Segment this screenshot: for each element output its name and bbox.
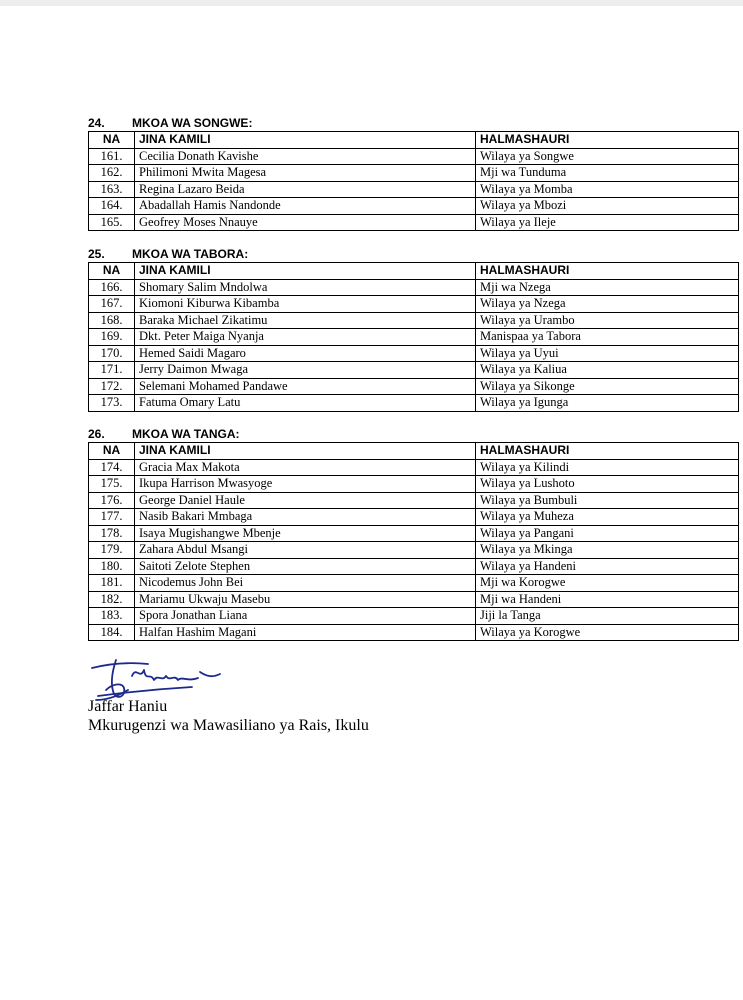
row-council: Wilaya ya Kilindi	[476, 459, 739, 476]
row-council: Wilaya ya Mkinga	[476, 542, 739, 559]
table-row	[89, 312, 739, 329]
row-full-name: Isaya Mugishangwe Mbenje	[135, 525, 476, 542]
table-row	[89, 542, 739, 559]
row-full-name: Ikupa Harrison Mwasyoge	[135, 476, 476, 493]
header-council: HALMASHAURI	[476, 132, 739, 149]
signatory-name: Jaffar Haniu	[88, 698, 168, 715]
table-row	[89, 608, 739, 625]
row-number: 161.	[89, 148, 135, 165]
row-full-name: Mariamu Ukwaju Masebu	[135, 591, 476, 608]
row-full-name: Baraka Michael Zikatimu	[135, 312, 476, 329]
header-na: NA	[89, 132, 135, 149]
row-council: Wilaya ya Ileje	[476, 214, 739, 231]
row-council: Wilaya ya Igunga	[476, 395, 739, 412]
row-number: 181.	[89, 575, 135, 592]
row-council: Jiji la Tanga	[476, 608, 739, 625]
signatory-title: Mkurugenzi wa Mawasiliano ya Rais, Ikulu	[88, 717, 369, 734]
row-council: Wilaya ya Handeni	[476, 558, 739, 575]
row-council: Wilaya ya Uyui	[476, 345, 739, 362]
table-row	[89, 575, 739, 592]
table-row	[89, 459, 739, 476]
section-tabora	[88, 247, 738, 412]
table-body	[89, 148, 739, 231]
row-number: 165.	[89, 214, 135, 231]
row-number: 172.	[89, 378, 135, 395]
row-full-name: Hemed Saidi Magaro	[135, 345, 476, 362]
tanga-table	[88, 442, 739, 641]
header-na: NA	[89, 443, 135, 460]
section-title: MKOA WA SONGWE:	[132, 116, 253, 130]
table-row	[89, 378, 739, 395]
row-number: 173.	[89, 395, 135, 412]
row-number: 164.	[89, 198, 135, 215]
header-name: JINA KAMILI	[135, 443, 476, 460]
row-full-name: Nasib Bakari Mmbaga	[135, 509, 476, 526]
signature-icon	[88, 656, 238, 704]
table-row	[89, 148, 739, 165]
row-council: Wilaya ya Bumbuli	[476, 492, 739, 509]
row-full-name: Dkt. Peter Maiga Nyanja	[135, 329, 476, 346]
row-number: 170.	[89, 345, 135, 362]
row-number: 178.	[89, 525, 135, 542]
row-number: 177.	[89, 509, 135, 526]
row-council: Mji wa Nzega	[476, 279, 739, 296]
table-row	[89, 525, 739, 542]
row-council: Wilaya ya Pangani	[476, 525, 739, 542]
row-full-name: Jerry Daimon Mwaga	[135, 362, 476, 379]
section-title: MKOA WA TANGA:	[132, 427, 240, 441]
row-number: 184.	[89, 624, 135, 641]
row-council: Wilaya ya Mbozi	[476, 198, 739, 215]
row-number: 180.	[89, 558, 135, 575]
row-council: Wilaya ya Songwe	[476, 148, 739, 165]
table-row	[89, 492, 739, 509]
row-number: 167.	[89, 296, 135, 313]
row-full-name: Cecilia Donath Kavishe	[135, 148, 476, 165]
row-full-name: Kiomoni Kiburwa Kibamba	[135, 296, 476, 313]
table-row	[89, 329, 739, 346]
section-title: MKOA WA TABORA:	[132, 247, 249, 261]
row-full-name: Selemani Mohamed Pandawe	[135, 378, 476, 395]
section-number: 25.	[88, 247, 105, 261]
table-row	[89, 362, 739, 379]
row-full-name: Abadallah Hamis Nandonde	[135, 198, 476, 215]
row-full-name: Saitoti Zelote Stephen	[135, 558, 476, 575]
table-header-row	[89, 263, 739, 280]
row-council: Mji wa Handeni	[476, 591, 739, 608]
row-council: Wilaya ya Korogwe	[476, 624, 739, 641]
songwe-table	[88, 131, 739, 231]
row-full-name: Nicodemus John Bei	[135, 575, 476, 592]
table-row	[89, 214, 739, 231]
row-number: 171.	[89, 362, 135, 379]
table-row	[89, 181, 739, 198]
header-name: JINA KAMILI	[135, 263, 476, 280]
row-council: Manispaa ya Tabora	[476, 329, 739, 346]
row-full-name: Philimoni Mwita Magesa	[135, 165, 476, 182]
table-row	[89, 296, 739, 313]
row-number: 174.	[89, 459, 135, 476]
row-council: Wilaya ya Urambo	[476, 312, 739, 329]
row-council: Wilaya ya Lushoto	[476, 476, 739, 493]
section-number: 24.	[88, 116, 105, 130]
row-council: Wilaya ya Nzega	[476, 296, 739, 313]
table-row	[89, 198, 739, 215]
row-full-name: George Daniel Haule	[135, 492, 476, 509]
section-number: 26.	[88, 427, 105, 441]
section-heading	[88, 427, 738, 442]
top-scan-edge	[0, 0, 743, 6]
table-row	[89, 558, 739, 575]
header-council: HALMASHAURI	[476, 443, 739, 460]
row-number: 166.	[89, 279, 135, 296]
header-council: HALMASHAURI	[476, 263, 739, 280]
row-number: 169.	[89, 329, 135, 346]
row-council: Wilaya ya Muheza	[476, 509, 739, 526]
table-body	[89, 279, 739, 411]
row-number: 163.	[89, 181, 135, 198]
table-header-row	[89, 443, 739, 460]
row-number: 183.	[89, 608, 135, 625]
row-council: Mji wa Korogwe	[476, 575, 739, 592]
table-row	[89, 476, 739, 493]
header-name: JINA KAMILI	[135, 132, 476, 149]
tabora-table	[88, 262, 739, 412]
row-number: 175.	[89, 476, 135, 493]
row-full-name: Halfan Hashim Magani	[135, 624, 476, 641]
table-body	[89, 459, 739, 641]
table-header-row	[89, 132, 739, 149]
table-row	[89, 165, 739, 182]
row-number: 182.	[89, 591, 135, 608]
table-row	[89, 624, 739, 641]
row-full-name: Fatuma Omary Latu	[135, 395, 476, 412]
row-council: Wilaya ya Momba	[476, 181, 739, 198]
row-number: 168.	[89, 312, 135, 329]
row-number: 176.	[89, 492, 135, 509]
row-full-name: Regina Lazaro Beida	[135, 181, 476, 198]
section-heading	[88, 116, 738, 131]
row-full-name: Shomary Salim Mndolwa	[135, 279, 476, 296]
header-na: NA	[89, 263, 135, 280]
row-council: Mji wa Tunduma	[476, 165, 739, 182]
section-tanga	[88, 427, 738, 641]
section-songwe	[88, 116, 738, 231]
row-council: Wilaya ya Kaliua	[476, 362, 739, 379]
table-row	[89, 345, 739, 362]
table-row	[89, 395, 739, 412]
row-full-name: Zahara Abdul Msangi	[135, 542, 476, 559]
row-full-name: Spora Jonathan Liana	[135, 608, 476, 625]
table-row	[89, 591, 739, 608]
table-row	[89, 279, 739, 296]
section-heading	[88, 247, 738, 262]
row-full-name: Geofrey Moses Nnauye	[135, 214, 476, 231]
row-full-name: Gracia Max Makota	[135, 459, 476, 476]
table-row	[89, 509, 739, 526]
row-number: 162.	[89, 165, 135, 182]
row-council: Wilaya ya Sikonge	[476, 378, 739, 395]
row-number: 179.	[89, 542, 135, 559]
